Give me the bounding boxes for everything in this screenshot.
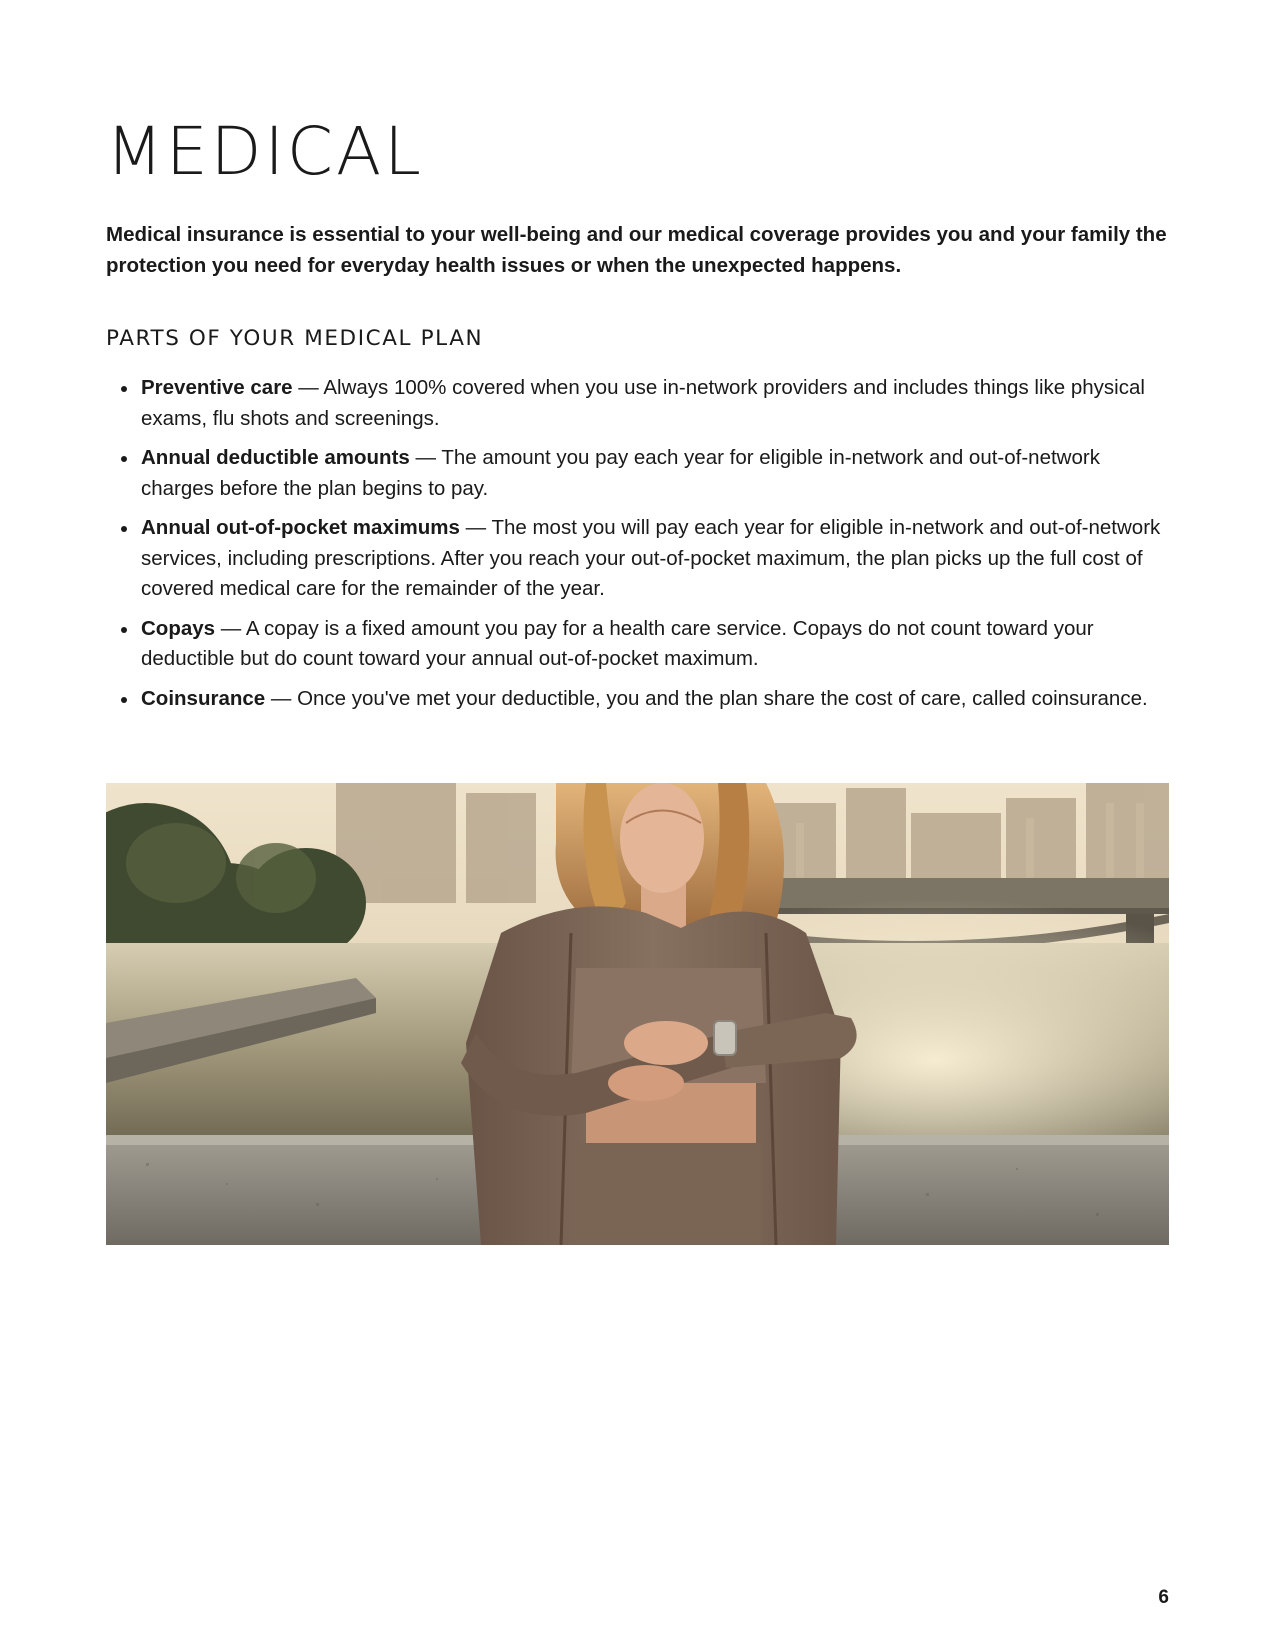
- list-item-description: — Always 100% covered when you use in-network providers and includes things like physical exams, flu shots and screenings.: [141, 376, 1145, 430]
- list-item-description: — The amount you pay each year for eligible in-network and out-of-network charges before the plan begins to pay.: [141, 446, 1100, 500]
- list-item-description: — Once you've met your deductible, you and the plan share the cost of care, called coinsurance.: [265, 686, 1148, 710]
- hero-photo-woman-checking-watch: [106, 783, 1169, 1245]
- list-item-term: Copays: [141, 616, 216, 640]
- list-item-description: — The most you will pay each year for eligible in-network and out-of-network services, including prescriptions. After you reach your out-of-pocket maximum, the plan picks up the full cost of covered medical care for the remainder of the year.: [141, 516, 1161, 600]
- list-item-annual-deductible: [141, 443, 1169, 504]
- page-number: 6: [1158, 1587, 1169, 1608]
- list-item-term: Annual out-of-pocket maximums: [141, 516, 460, 539]
- list-item-term: Preventive care: [141, 376, 293, 399]
- list-item-coinsurance: [141, 684, 1169, 715]
- section-heading: PARTS OF YOUR MEDICAL PLAN: [106, 326, 484, 351]
- intro-paragraph: Medical insurance is essential to your well-being and our medical coverage provides you and your family the protection you need for everyday health issues or when the unexpected happens.: [106, 223, 1167, 277]
- list-item-description: — A copay is a fixed amount you pay for a health care service. Copays do not count toward your deductible but do count toward your annual out-of-pocket maximum.: [141, 616, 1094, 670]
- photo-illustration: [106, 783, 1169, 1245]
- list-item-out-of-pocket-max: [141, 513, 1169, 605]
- list-item-copays: [141, 614, 1169, 675]
- page-title: MEDICAL: [106, 113, 424, 190]
- list-item-term: Coinsurance: [141, 686, 266, 710]
- plan-parts-list: [106, 373, 1169, 723]
- list-item-term: Annual deductible amounts: [141, 446, 410, 469]
- list-item-preventive-care: [141, 373, 1169, 434]
